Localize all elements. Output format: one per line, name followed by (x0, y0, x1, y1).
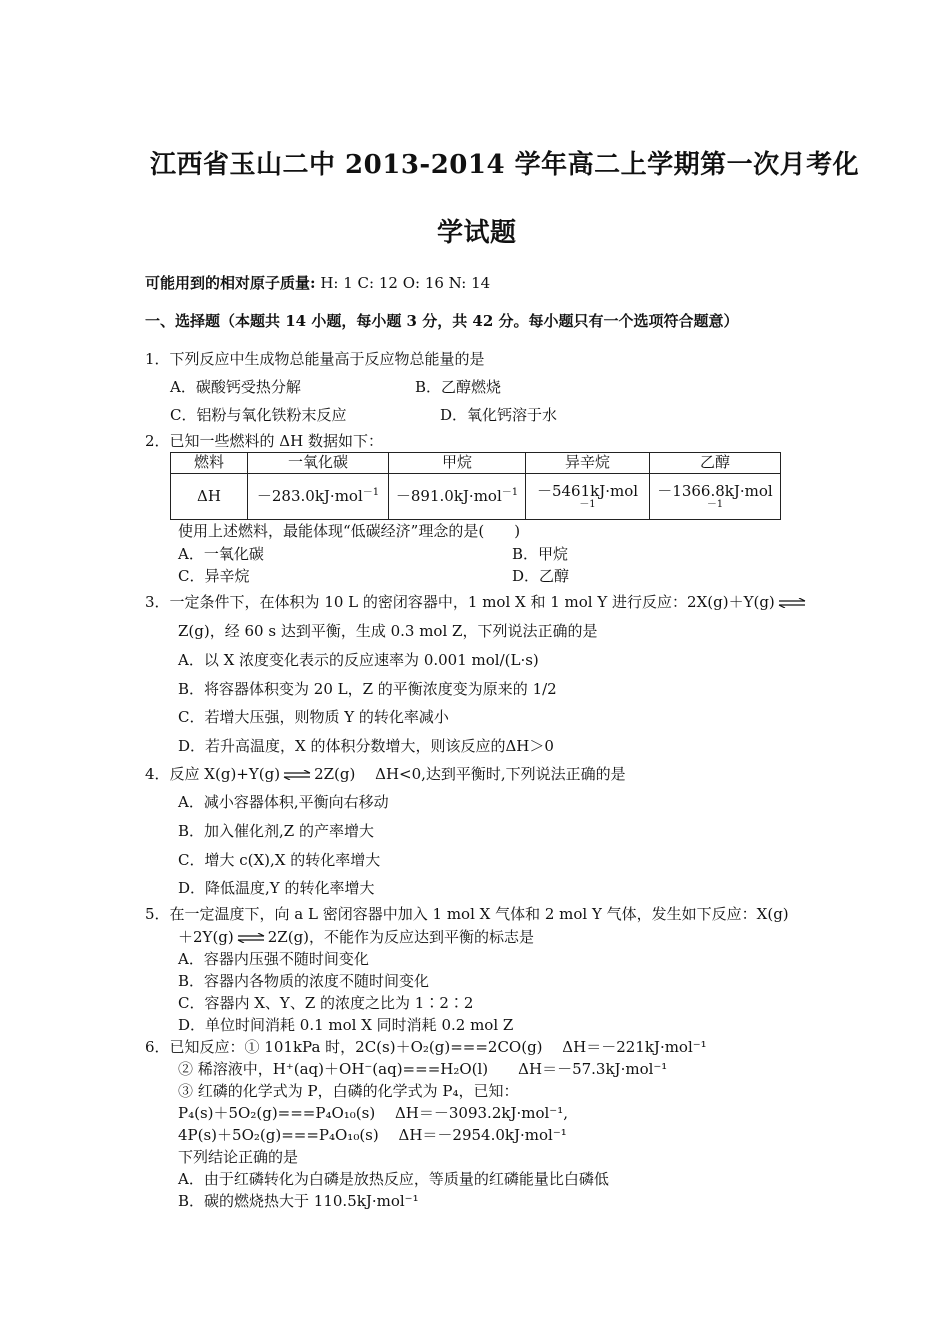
title-line-1: 江西省玉山二中 2013-2014 学年高二上学期第一次月考化 (150, 150, 860, 180)
q6-option-a: A．由于红磷转化为白磷是放热反应，等质量的红磷能量比白磷低 (178, 1170, 609, 1188)
q3-stem-line-1 (145, 593, 809, 611)
q5-option-a: A．容器内压强不随时间变化 (178, 950, 369, 968)
fuel-header-cell: 乙醇 (650, 453, 781, 474)
q6-line-2: ② 稀溶液中，H⁺(aq)＋OH⁻(aq)===H₂O(l) ΔH＝－57.3kJ·mol⁻¹ (178, 1060, 668, 1078)
equilibrium-arrow-icon (282, 770, 312, 780)
q1-option-a: A．碳酸钙受热分解 (170, 378, 301, 396)
fuel-header-cell: 异辛烷 (526, 453, 650, 474)
q2-option-b: B．甲烷 (512, 545, 569, 563)
q5-option-c: C．容器内 X、Y、Z 的浓度之比为 1∶2∶2 (178, 994, 474, 1012)
dh-row-label: ΔH (171, 474, 248, 520)
q5-stem-line-1: 5．在一定温度下，向 a L 密闭容器中加入 1 mol X 气体和 2 mol Y 气体，发生如下反应：X(g) (145, 905, 789, 923)
q2-option-d: D．乙醇 (512, 567, 570, 585)
q1-option-c: C．铝粉与氧化铁粉末反应 (170, 406, 347, 424)
title-line-2: 学试题 (437, 218, 517, 248)
q5-option-d: D．单位时间消耗 0.1 mol X 同时消耗 0.2 mol Z (178, 1016, 514, 1034)
dh-value-isooctane (526, 474, 650, 520)
q6-line-4: P₄(s)＋5O₂(g)===P₄O₁₀(s) ΔH＝－3093.2kJ·mol⁻¹, (178, 1104, 568, 1122)
q4-stem (145, 765, 626, 783)
q3-option-c: C．若增大压强，则物质 Y 的转化率减小 (178, 708, 449, 726)
q1-stem: 1．下列反应中生成物总能量高于反应物总能量的是 (145, 350, 485, 368)
fuel-header-cell: 甲烷 (389, 453, 526, 474)
q2-option-c: C．异辛烷 (178, 567, 250, 585)
dh-value-text: －1366.8kJ·mol (657, 481, 773, 500)
dh-unit-superscript: －1 (362, 486, 380, 498)
q3-option-d: D．若升高温度，X 的体积分数增大，则该反应的ΔH＞0 (178, 737, 554, 755)
dh-unit-superscript: －1 (501, 486, 519, 498)
dh-value-ethanol (650, 474, 781, 520)
q2-stem: 2．已知一些燃料的 ΔH 数据如下： (145, 432, 383, 450)
q2-option-a: A．一氧化碳 (178, 545, 264, 563)
q1-option-d: D．氧化钙溶于水 (440, 406, 558, 424)
q6-line-1: 6．已知反应：① 101kPa 时，2C(s)＋O₂(g)===2CO(g) ΔH＝－221kJ·mol⁻¹ (145, 1038, 707, 1056)
q4-option-d: D．降低温度,Y 的转化率增大 (178, 879, 375, 897)
q5-stem-part-b: 2Z(g)，不能作为反应达到平衡的标志是 (267, 928, 535, 946)
q6-option-b: B．碳的燃烧热大于 110.5kJ·mol⁻¹ (178, 1192, 419, 1210)
q5-stem-line-2 (178, 928, 534, 946)
q3-option-a: A．以 X 浓度变化表示的反应速率为 0.001 mol/(L·s) (178, 651, 539, 669)
dh-unit-superscript: －1 (579, 499, 596, 511)
q6-line-3: ③ 红磷的化学式为 P，白磷的化学式为 P₄，已知： (178, 1082, 519, 1100)
fuel-dh-table (170, 452, 781, 520)
q4-option-c: C．增大 c(X),X 的转化率增大 (178, 851, 381, 869)
q3-option-b: B．将容器体积变为 20 L，Z 的平衡浓度变为原来的 1/2 (178, 680, 557, 698)
q5-stem-part-a: ＋2Y(g) (178, 928, 234, 946)
q4-option-b: B．加入催化剂,Z 的产率增大 (178, 822, 374, 840)
fuel-table-dh-row (171, 474, 781, 520)
q5-option-b: B．容器内各物质的浓度不随时间变化 (178, 972, 430, 990)
equilibrium-arrow-icon (777, 598, 807, 608)
dh-unit-superscript: －1 (706, 499, 724, 511)
q3-stem-line-2: Z(g)，经 60 s 达到平衡，生成 0.3 mol Z，下列说法正确的是 (178, 622, 598, 640)
q6-prompt: 下列结论正确的是 (178, 1148, 299, 1166)
q2-prompt: 使用上述燃料，最能体现“低碳经济”理念的是( ) (178, 522, 521, 540)
q1-option-b: B．乙醇燃烧 (415, 378, 502, 396)
q4-stem-part-a: 4．反应 X(g)+Y(g) (145, 765, 281, 783)
q3-stem-text: 3．一定条件下，在体积为 10 L 的密闭容器中，1 mol X 和 1 mol Y 进行反应：2X(g)＋Y(g) (145, 593, 775, 611)
dh-value-text: －891.0kJ·mol (395, 486, 502, 505)
q6-line-5: 4P(s)＋5O₂(g)===P₄O₁₀(s) ΔH＝－2954.0kJ·mol⁻¹ (178, 1126, 567, 1144)
dh-value-text: －283.0kJ·mol (256, 486, 363, 505)
q4-stem-part-b: 2Z(g) ΔH<0,达到平衡时,下列说法正确的是 (314, 765, 626, 783)
atomic-mass-line (145, 274, 490, 292)
section-1-header: 一、选择题（本题共 14 小题，每小题 3 分，共 42 分。每小题只有一个选项符合题意） (145, 312, 739, 330)
dh-value-co (248, 474, 389, 520)
atomic-mass-label: 可能用到的相对原子质量: (145, 274, 316, 292)
dh-value-methane (389, 474, 526, 520)
equilibrium-arrow-icon (236, 933, 266, 943)
fuel-table-header-row (171, 453, 781, 474)
fuel-header-cell: 燃料 (171, 453, 248, 474)
atomic-mass-values: H: 1 C: 12 O: 16 N: 14 (320, 274, 491, 292)
dh-value-text: －5461kJ·mol (536, 481, 639, 500)
fuel-header-cell: 一氧化碳 (248, 453, 389, 474)
q4-option-a: A．减小容器体积,平衡向右移动 (178, 793, 389, 811)
